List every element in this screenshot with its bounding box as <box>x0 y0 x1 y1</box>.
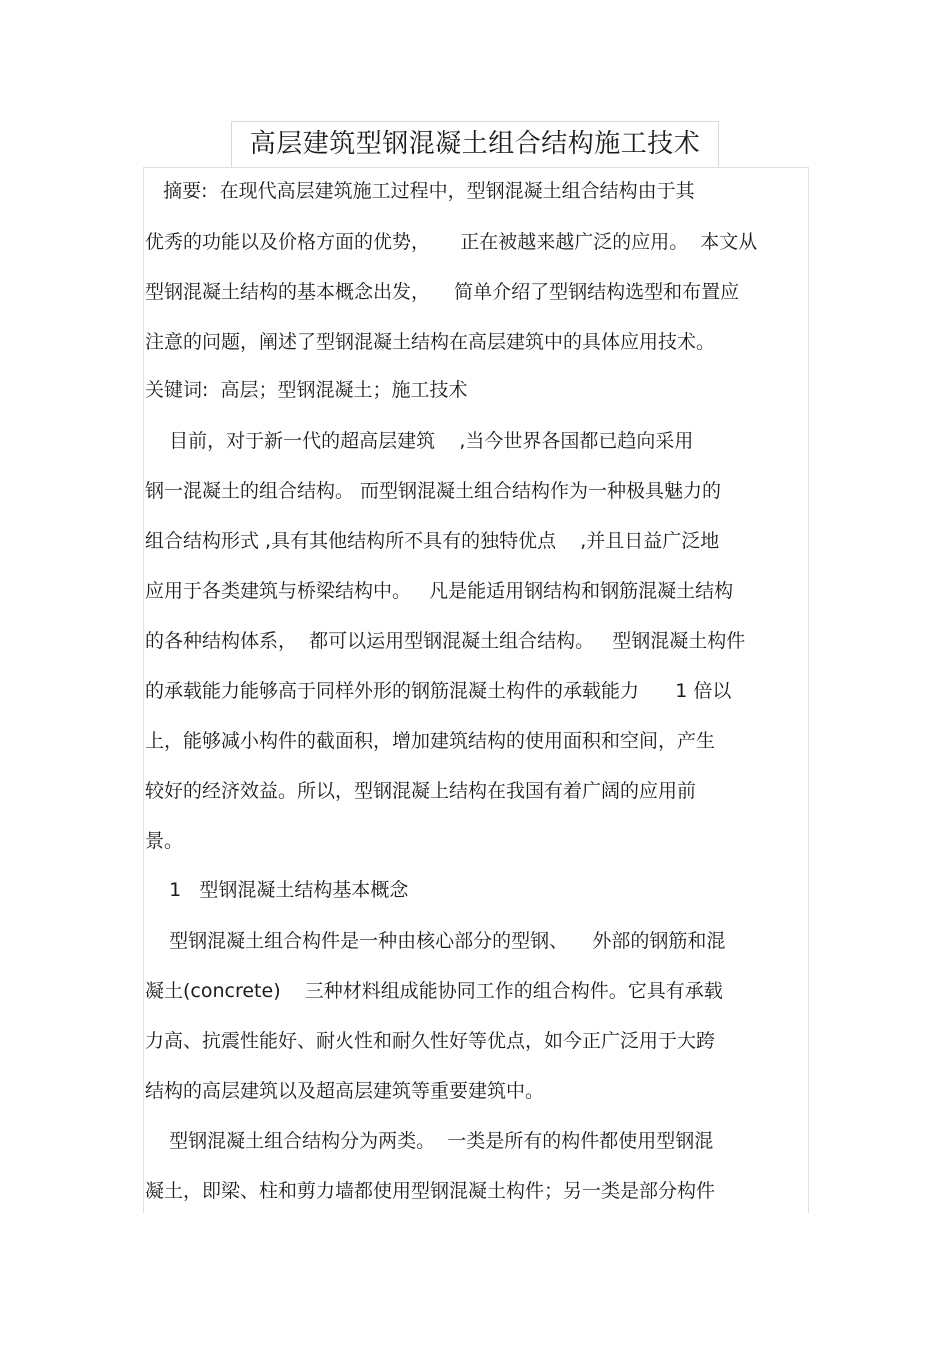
section1-line-3: 力高、抗震性能好、耐火性和耐久性好等优点，如今正广泛用于大跨 <box>145 1030 716 1052</box>
paragraph-line-8: 较好的经济效益。所以，型钢混凝上结构在我国有着广阔的应用前 <box>145 780 697 802</box>
paragraph-line-3: 组合结构形式 ,具有其他结构所不具有的独特优点 ,并且日益广泛地 <box>145 530 720 552</box>
section1-line-2: 凝土(concrete) 三种材料组成能协同工作的组合构件。它具有承载 <box>145 980 723 1002</box>
abstract-line-1: 摘要: 在现代高层建筑施工过程中，型钢混凝土组合结构由于其 <box>145 180 695 202</box>
paragraph-line-2: 钢一混凝土的组合结构。 而型钢混凝土组合结构作为一种极具魅力的 <box>145 480 722 502</box>
paragraph-line-7: 上，能够减小构件的截面积，增加建筑结构的使用面积和空间，产生 <box>145 730 716 752</box>
paragraph-line-4: 应用于各类建筑与桥梁结构中。 凡是能适用钢结构和钢筋混凝土结构 <box>145 580 734 602</box>
abstract-line-4: 注意的问题，阐述了型钢混凝土结构在高层建筑中的具体应用技术。 <box>145 331 716 353</box>
keywords-line: 关键词: 高层；型钢混凝土；施工技术 <box>145 379 468 401</box>
abstract-line-2: 优秀的功能以及价格方面的优势， 正在被越来越广泛的应用。 本文从 <box>145 231 758 253</box>
section-heading-1: 1 型钢混凝土结构基本概念 <box>145 879 409 901</box>
section1-line-6: 凝土，即梁、柱和剪力墙都使用型钢混凝土构件；另一类是部分构件 <box>145 1180 716 1202</box>
section1-line-5: 型钢混凝土组合结构分为两类。 一类是所有的构件都使用型钢混 <box>145 1130 714 1152</box>
paragraph-line-9: 景。 <box>145 830 184 852</box>
section1-line-1: 型钢混凝土组合构件是一种由核心部分的型钢、 外部的钢筋和混 <box>145 930 726 952</box>
paragraph-line-5: 的各种结构体系， 都可以运用型钢混凝土组合结构。 型钢混凝土构件 <box>145 630 746 652</box>
document-title: 高层建筑型钢混凝土组合结构施工技术 <box>249 129 701 159</box>
section1-line-4: 结构的高层建筑以及超高层建筑等重要建筑中。 <box>145 1080 545 1102</box>
abstract-line-3: 型钢混凝土结构的基本概念出发， 简单介绍了型钢结构选型和布置应 <box>145 281 740 303</box>
paragraph-line-1: 目前，对于新一代的超高层建筑 ,当今世界各国都已趋向采用 <box>145 430 694 452</box>
paragraph-line-6: 的承载能力能够高于同样外形的钢筋混凝土构件的承载能力 1 倍以 <box>145 680 732 702</box>
